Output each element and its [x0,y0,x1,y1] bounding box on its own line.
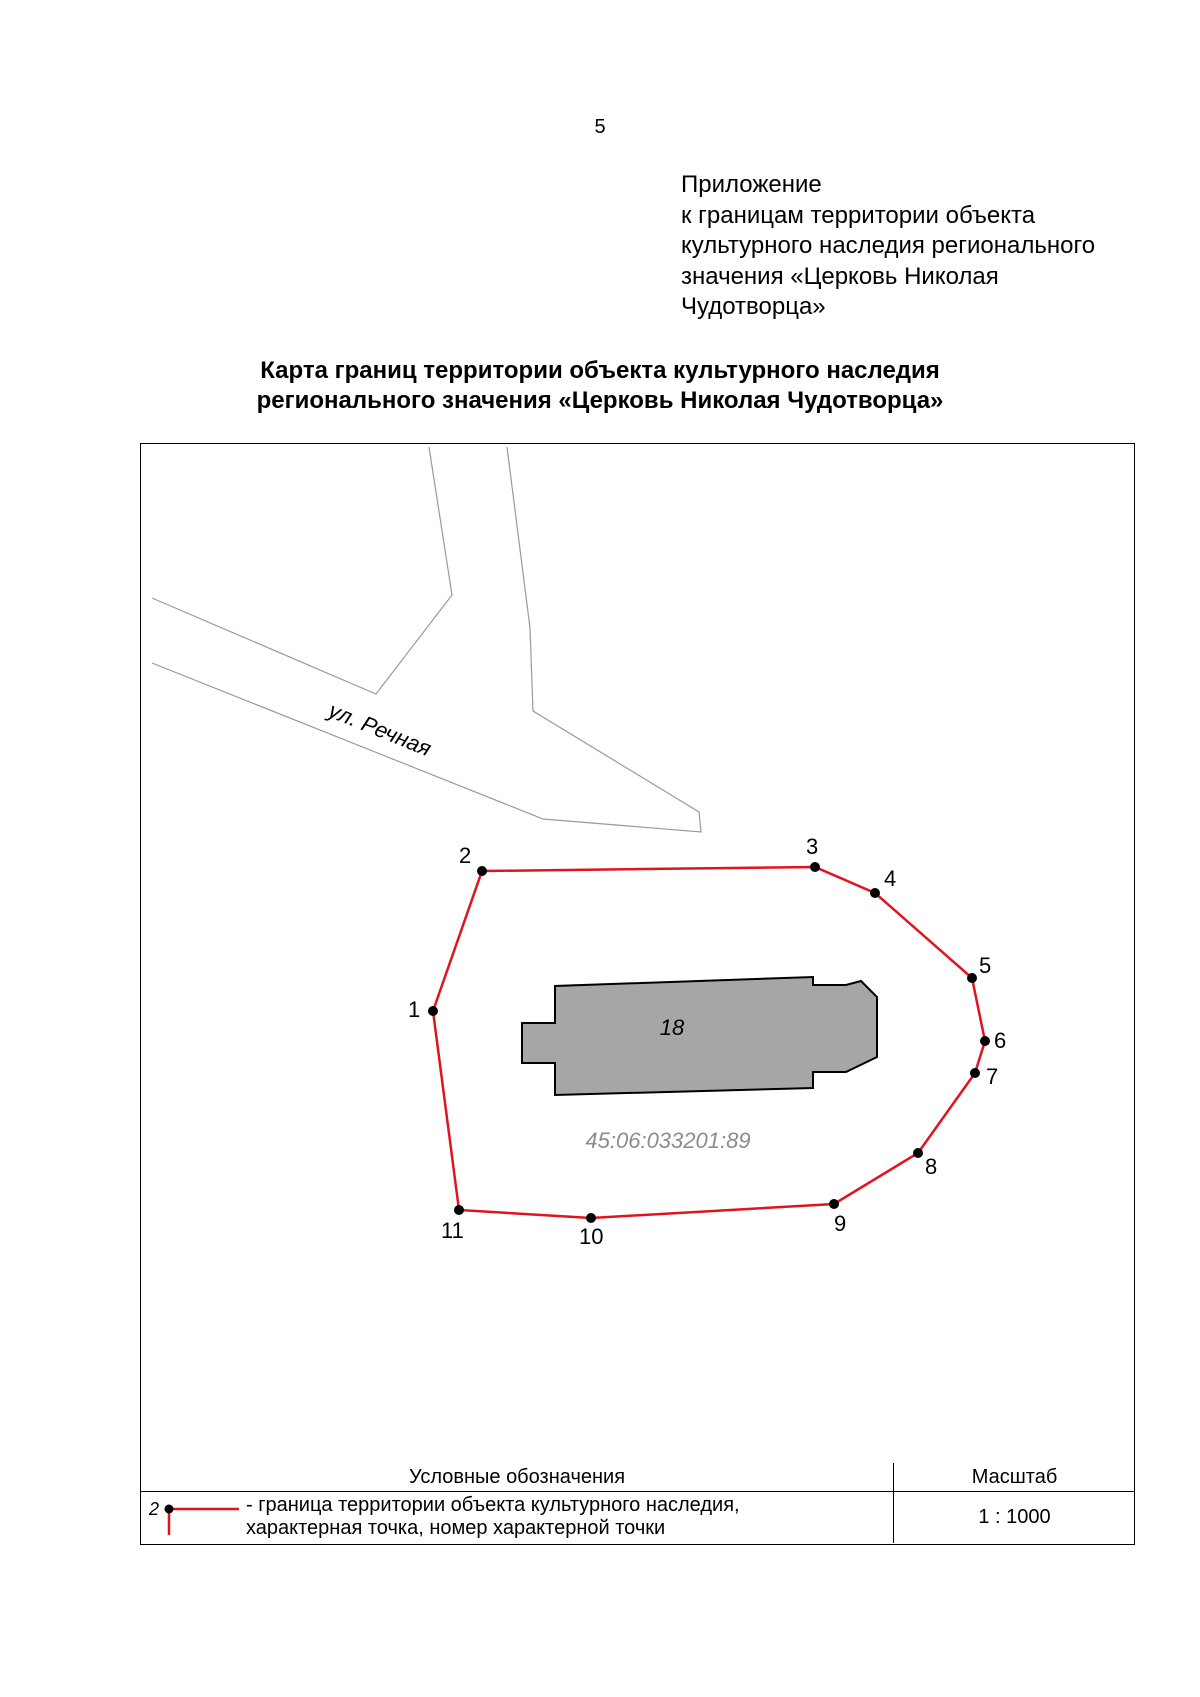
appendix-line: культурного наследия регионального [681,232,1096,259]
map-title-line: регионального значения «Церковь Николая Чудотворца» [256,387,944,414]
boundary-point-5 [967,973,977,983]
boundary-point-11 [454,1205,464,1215]
legend-symbol-label: 2 [149,1499,160,1519]
point-label-1: 1 [408,997,421,1022]
page-number: 5 [594,116,606,138]
boundary-point-7 [970,1068,980,1078]
point-label-3: 3 [806,834,819,859]
point-label-2: 2 [459,843,472,868]
point-label-9: 9 [834,1211,847,1236]
appendix-line: к границам территории объекта [681,201,1036,229]
point-label-8: 8 [925,1154,938,1179]
scale-title: Масштаб [971,1466,1058,1488]
cadastral-number: 45:06:033201:89 [585,1128,751,1153]
street-label: ул. Речная [325,697,435,762]
boundary-symbol-icon [149,1498,241,1538]
boundary-point-8 [913,1148,923,1158]
appendix-line: значения «Церковь Николая [681,262,999,290]
point-label-6: 6 [994,1028,1007,1053]
building-number: 18 [659,1015,685,1040]
map-title [0,356,1200,416]
legend-description-line: - граница территории объекта культурного наследия, [246,1494,740,1516]
boundary-point-6 [980,1036,990,1046]
scale-value: 1 : 1000 [978,1506,1051,1528]
legend-title: Условные обозначения [408,1466,626,1488]
legend-description [246,1494,740,1540]
map-canvas [141,444,1135,1545]
street-edge [152,447,452,694]
boundary-point-10 [586,1213,596,1223]
point-label-7: 7 [986,1064,999,1089]
building-footprint [522,977,877,1095]
legend-description-line: характерная точка, номер характерной точки [246,1517,666,1539]
point-label-4: 4 [884,866,897,891]
boundary-point-1 [428,1006,438,1016]
boundary-point-4 [870,888,880,898]
point-label-5: 5 [979,953,992,978]
street-edge [152,447,701,832]
legend-table [140,1463,1135,1545]
map-frame [140,443,1135,1545]
boundary-point-9 [829,1199,839,1209]
point-label-10: 10 [579,1224,604,1249]
boundary-point-3 [810,862,820,872]
point-label-11: 11 [441,1218,464,1243]
appendix-line: Чудотворца» [681,293,826,320]
boundary-point-2 [477,866,487,876]
map-title-line: Карта границ территории объекта культурного наследия [260,357,940,384]
appendix-line: Приложение [681,171,822,198]
appendix-caption [681,170,1181,323]
